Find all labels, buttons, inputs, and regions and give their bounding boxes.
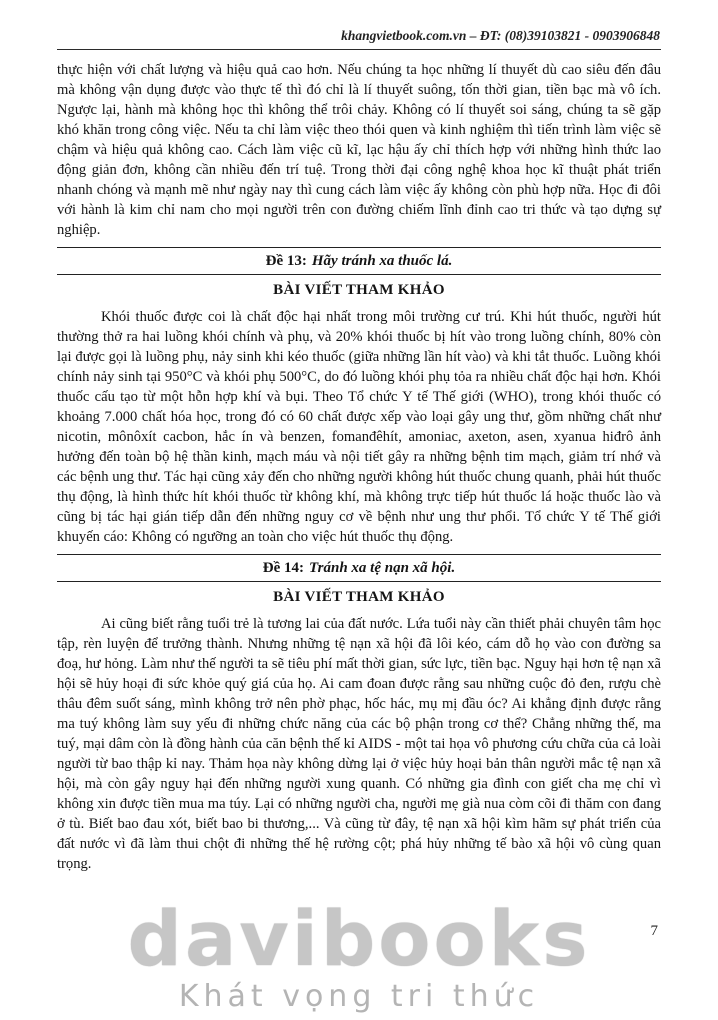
reference-essay-subheading: BÀI VIẾT THAM KHẢO [273,589,445,605]
section-number: Đề 14: [262,560,305,576]
header-divider [57,49,661,50]
reference-essay-subheading: BÀI VIẾT THAM KHẢO [273,282,445,298]
watermark [0,894,718,1014]
publisher-contact-info: khangvietbook.com.vn – ĐT: (08)39103821 - 0903906848 [341,28,660,43]
essay-paragraph-smoking: Khói thuốc được coi là chất độc hại nhất trong môi trường cư trú. Khi hút thuốc, người hút thường thở ra hai luồng khói chính và phụ, và 20% khói thuốc bị hít vào trong luồng chính, 80% còn lại được gọi là luồng phụ, nảy sinh khi kéo thuốc (giữa những lần hít vào) và khi tắt thuốc. Luồng khói chính nảy sinh tại 950°C và khói phụ 500°C, do đó luồng khói phụ tỏa ra nhiều chất độc hại hơn. Khói thuốc cấu tạo từ một hỗn hợp khí và bụi. Theo Tổ chức Y tế Thế giới (WHO), trong khói thuốc có khoảng 7.000 chất hóa học, trong đó có 60 chất được xếp vào loại gây ung thư, gồm những chất như nicotin, mônôxít cacbon, hắc ín và benzen, fomanđêhít, amoniac, axeton, asen, xyanua hiđrô ảnh hưởng đến toàn bộ hệ thần kinh, mạch máu và nội tiết gây ra những bệnh tim mạch, giảm trí nhớ và các bệnh ung thư. Tác hại cũng xảy đến cho những người không hút thuốc chung quanh, phải hút thuốc thụ động, là hình thức hít khói thuốc từ không khí, mà không trực tiếp hút thuốc lá hoặc thuốc lào và cũng bị tác hại gián tiếp dẫn đến những nguy cơ về bệnh như ung thư phổi. Tổ chức Y tế Thế giới khuyến cáo: Không có ngưỡng an toàn cho việc hút thuốc thụ động. [57,309,661,545]
section-heading-de-13 [57,247,661,275]
essay-paragraph-social-evils: Ai cũng biết rằng tuổi trẻ là tương lai của đất nước. Lứa tuổi này cần thiết phải chuyên tâm học tập, rèn luyện để trưởng thành. Nhưng những tệ nạn xã hội đã lôi kéo, cám dỗ họ vào con đường sa đoạ, hư hỏng. Làm như thế người ta sẽ tiêu phí mất thời gian, sức lực, tiền bạc. Nguy hại hơn tệ nạn xã hội sẽ hủy hoại đi sức khỏe quý giá của họ. Ai cam đoan được rằng sau những cuộc đỏ đen, rượu chè thâu đêm suốt sáng, mình không trở nên phờ phạc, hốc hác, mụ mị đầu óc? Ai khẳng định được rằng ma tuý không làm suy yếu đi những chức năng của các bộ phận trong cơ thể? Chẳng những thế, ma tuý, mại dâm còn là đồng hành của căn bệnh thế kỉ AIDS - một tai họa vô phương cứu chữa của cả loài người từ bao thập kỉ nay. Thảm họa này không dừng lại ở việc hủy hoại bản thân người mắc tệ nạn xã hội, mà còn gây nguy hại đến những người xung quanh. Có những gia đình con giết cha mẹ chỉ vì không xin được tiền mua ma túy. Lại có những người cha, người mẹ già nua còm cõi đi thăm con đang ở tù. Biết bao đau xót, biết bao bi thương,... Và cũng từ đây, tệ nạn xã hội kìm hãm sự phát triển của đất nước vì đã làm thui chột đi những thế hệ rường cột; phá hủy những tế bào xã hội vô cùng quan trọng. [57,616,661,872]
section-title: Hãy tránh xa thuốc lá. [311,253,453,269]
section-number: Đề 13: [265,253,307,269]
paragraph-continued: thực hiện với chất lượng và hiệu quả cao hơn. Nếu chúng ta học những lí thuyết dù cao siêu đến đâu mà không vận dụng được vào thực tế thì đó chỉ là lí thuyết suông, tốn thời gian, tiền bạc mà vô ích. Ngược lại, hành mà không học thì không thể trôi chảy. Không có lí thuyết soi sáng, chúng ta sẽ gặp khó khăn trong công việc. Nếu ta chỉ làm việc theo thói quen và kinh nghiệm thì tiến trình làm việc sẽ chậm và hiệu quả không cao. Cách làm việc cũ kĩ, lạc hậu ấy chỉ thích hợp với những hình thức lao động giản đơn, không cần nhiều đến trí tuệ. Trong thời đại công nghệ khoa học kĩ thuật phát triển nhanh chóng và mạnh mẽ như ngày nay thì cung cách làm việc ấy không còn phù hợp nữa. Học đi đôi với hành là kim chỉ nam cho mọi người trên con đường chiếm lĩnh đỉnh cao tri thức và tạo dựng sự nghiệp. [57,62,661,238]
section-title: Tránh xa tệ nạn xã hội. [309,560,456,576]
page-body [57,60,661,876]
watermark-logo-text: davibooks [127,894,591,983]
section-heading-de-14 [57,554,661,582]
page-number: 7 [650,923,658,939]
page-header [57,28,660,44]
watermark-slogan-text: Khát vọng tri thức [178,979,540,1014]
